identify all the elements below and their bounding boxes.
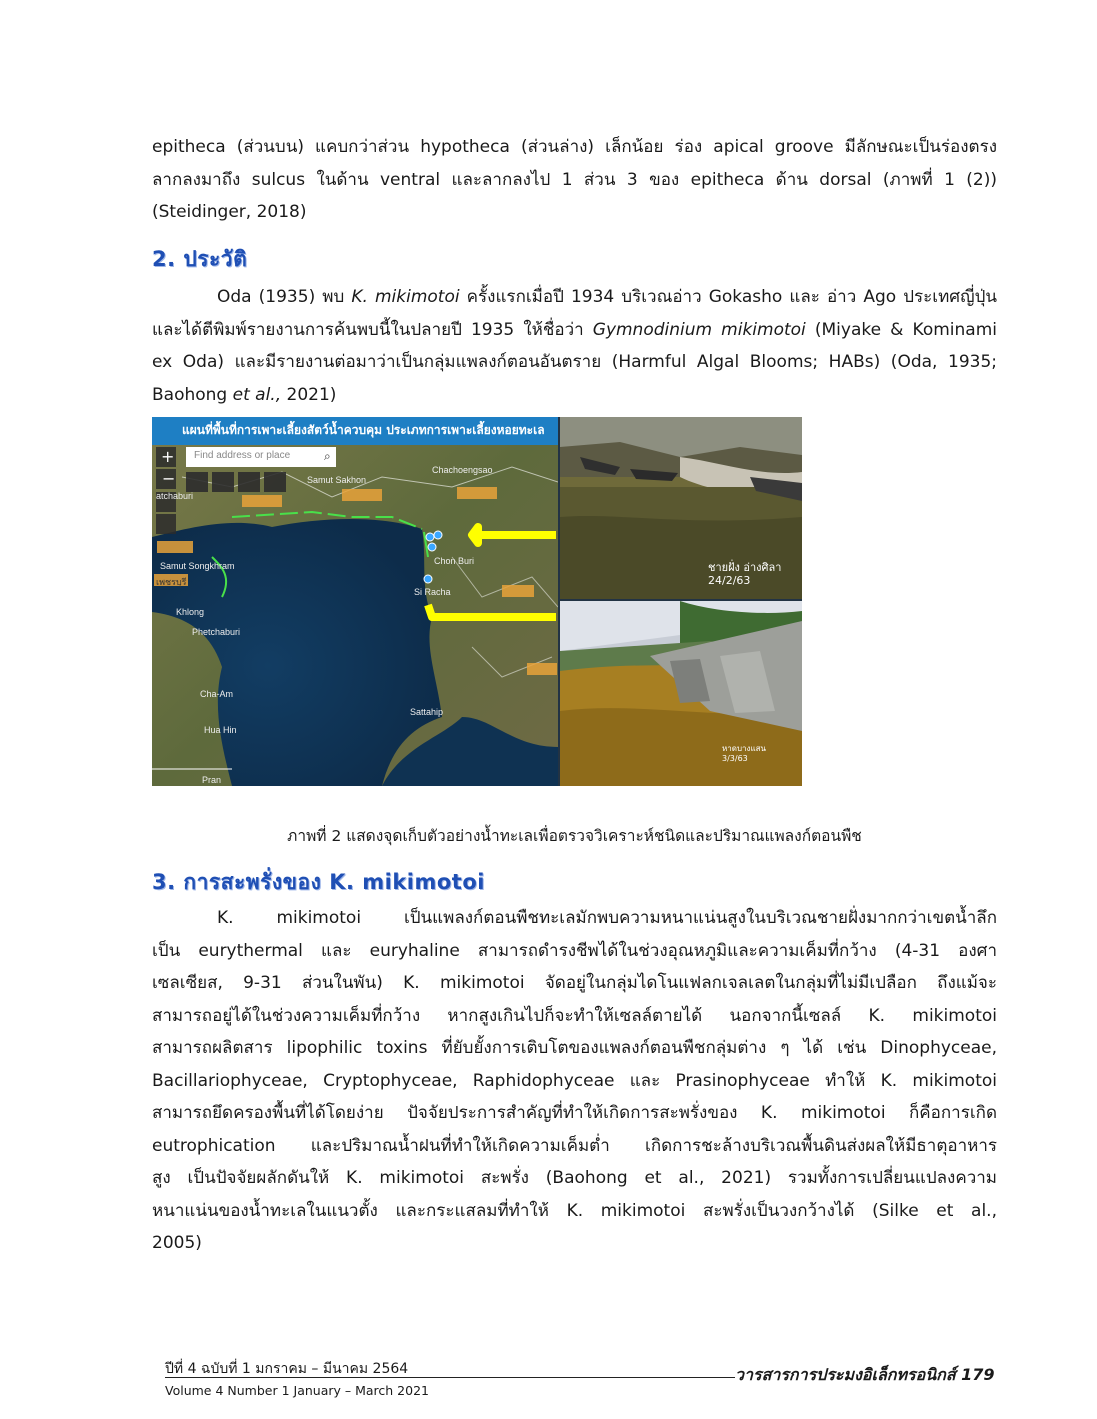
place-label: เพชรบุรี (156, 578, 187, 588)
text-line (152, 314, 997, 347)
text-line: ex Oda) และมีรายงานต่อมาว่าเป็นกลุ่มแพลงก์ตอนอันตราย (Harmful Algal Blooms; HABs) (Oda, 1935; (152, 352, 997, 372)
svg-text:+: + (161, 447, 175, 466)
sampling-point (434, 531, 442, 539)
photo1-caption (708, 561, 781, 587)
text-line: 2005) (152, 1233, 202, 1253)
place-label: Khlong (176, 607, 205, 617)
photo-location: ชายฝั่ง อ่างศิลา (708, 561, 782, 574)
text-line: epitheca (ส่วนบน) แคบกว่าส่วน hypotheca (ส่วนล่าง) เล็กน้อย ร่อง apical groove มีลักษณะเป็นร่องตรง (152, 137, 997, 157)
sampling-point (428, 543, 436, 551)
text-line: หนาแน่นของน้ำทะเลในแนวตั้ง และกระแสลมที่ทำให้ K. mikimotoi สะพรั่งเป็นวงกว้างได้ (Silke et al., (152, 1200, 997, 1221)
place-label: Pran (202, 775, 222, 785)
text-run: Oda (1935) พบ (217, 287, 352, 307)
text-line: (Steidinger, 2018) (152, 202, 307, 222)
species-name: Gymnodinium mikimotoi (592, 319, 806, 340)
footer-issue-english: Volume 4 Number 1 January – March 2021 (165, 1383, 429, 1398)
place-label: Chon Buri (434, 556, 475, 566)
place-label: Chachoengsao (432, 465, 493, 475)
section-heading-bloom: 3. การสะพรั่งของ K. mikimotoi (152, 870, 485, 894)
figure-caption: ภาพที่ 2 แสดงจุดเก็บตัวอย่างน้ำทะเลเพื่อตรวจวิเคราะห์ชนิดและปริมาณแพลงก์ตอนพืช (287, 827, 862, 845)
footer-journal-page: วารสารการประมงอิเล็กทรอนิกส์ 179 (735, 1365, 995, 1384)
search-icon[interactable]: ⌕ (324, 449, 331, 463)
text-line: Bacillariophyceae, Cryptophyceae, Raphidophyceae และ Prasinophyceae ทำให้ K. mikimotoi (152, 1070, 997, 1091)
history-paragraph (152, 281, 997, 411)
place-label: Sattahip (410, 707, 444, 717)
citation-etal: et al., (232, 384, 282, 405)
sampling-point (424, 575, 432, 583)
measure-tool-button[interactable] (238, 472, 260, 492)
place-label: Samut Sakhon (307, 475, 367, 485)
place-label: Si Racha (414, 587, 451, 597)
text-run: (Miyake & Kominami (805, 319, 997, 340)
bloom-paragraph (152, 902, 997, 1260)
text-line: สูง เป็นปัจจัยผลักดันให้ K. mikimotoi สะพรั่ง (Baohong et al., 2021) รวมทั้งการเปลี่ยนแปลงความ (152, 1168, 997, 1188)
species-name: K. mikimotoi (351, 287, 460, 307)
text-line: สามารถยึดครองพื้นที่ได้โดยง่าย ปัจจัยประการสำคัญที่ทำให้เกิดการสะพรั่งของ K. mikimotoi ก็คือการเกิด (152, 1103, 997, 1123)
locate-button[interactable] (156, 514, 176, 534)
place-label: Samut Songkhram (160, 561, 235, 571)
photo2-caption (722, 744, 766, 764)
text-run: Baohong (152, 384, 233, 405)
photo-location: หาดบางแสน (722, 744, 766, 753)
draw-tool-button[interactable] (186, 472, 208, 492)
section-heading-history: 2. ประวัติ (152, 247, 248, 271)
place-label: Hua Hin (204, 725, 237, 735)
sampling-point (426, 533, 434, 541)
map-title: แผนที่พื้นที่การเพาะเลี้ยงสัตว์น้ำควบคุม ประเภทการเพาะเลี้ยงหอยทะเล (182, 423, 545, 437)
text-line: สามารถผลิตสาร lipophilic toxins ที่ยับยั้งการเติบโตของแพลงก์ตอนพืชกลุ่มต่าง ๆ ได้ เช่น Dinophyceae, (152, 1038, 997, 1058)
text-line: เป็น eurythermal และ euryhaline สามารถดำรงชีพได้ในช่วงอุณหภูมิและความเค็มที่กว้าง (4-31 องศา (152, 940, 997, 961)
text-run: ครั้งแรกเมื่อปี 1934 บริเวณอ่าว Gokasho และ อ่าว Ago ประเทศญี่ปุ่น (459, 287, 997, 307)
photo-date: 24/2/63 (708, 574, 751, 587)
text-run: และได้ตีพิมพ์รายงานการค้นพบนี้ในปลายปี 1935 ให้ชื่อว่า (152, 319, 593, 340)
photo-date: 3/3/63 (722, 754, 748, 763)
text-line: ลากลงมาถึง sulcus ในด้าน ventral และลากลงไป 1 ส่วน 3 ของ epitheca ด้าน dorsal (ภาพที่ 1 (2)) (152, 169, 997, 190)
text-line: eutrophication และปริมาณน้ำฝนที่ทำให้เกิดความเค็มต่ำ เกิดการชะล้างบริเวณพื้นดินส่งผลให้มีธาตุอาหาร (152, 1135, 997, 1156)
text-line: K. mikimotoi เป็นแพลงก์ตอนพืชทะเลมักพบความหนาแน่นสูงในบริเวณชายฝั่งมากกว่าเขตน้ำลึก (217, 908, 997, 928)
text-line: เซลเซียส, 9-31 ส่วนในพัน) K. mikimotoi จัดอยู่ในกลุ่มไดโนแฟลกเจลเลตในกลุ่มที่ไม่มีเปลือก ถึงแม้จะ (152, 973, 997, 993)
place-label: atchaburi (156, 491, 194, 501)
xy-tool-button[interactable] (212, 472, 234, 492)
svg-text:−: − (162, 469, 176, 488)
text-line (152, 379, 997, 412)
footer-issue-thai: ปีที่ 4 ฉบับที่ 1 มกราคม – มีนาคม 2564 (165, 1361, 409, 1377)
text-run: 2021) (281, 384, 337, 405)
intro-paragraph (152, 131, 997, 229)
print-button[interactable] (264, 472, 286, 492)
figure-sampling-sites (152, 417, 802, 786)
text-line (152, 281, 997, 314)
map-search-placeholder: Find address or place (194, 450, 291, 461)
text-line: สามารถอยู่ได้ในช่วงความเค็มที่กว้าง หากสูงเกินไปก็จะทำให้เซลล์ตายได้ นอกจากนี้เซลล์ K. mikimotoi (152, 1005, 997, 1026)
footer-divider (165, 1377, 735, 1378)
place-label: Cha-Am (200, 689, 234, 699)
place-label: Phetchaburi (192, 627, 241, 637)
